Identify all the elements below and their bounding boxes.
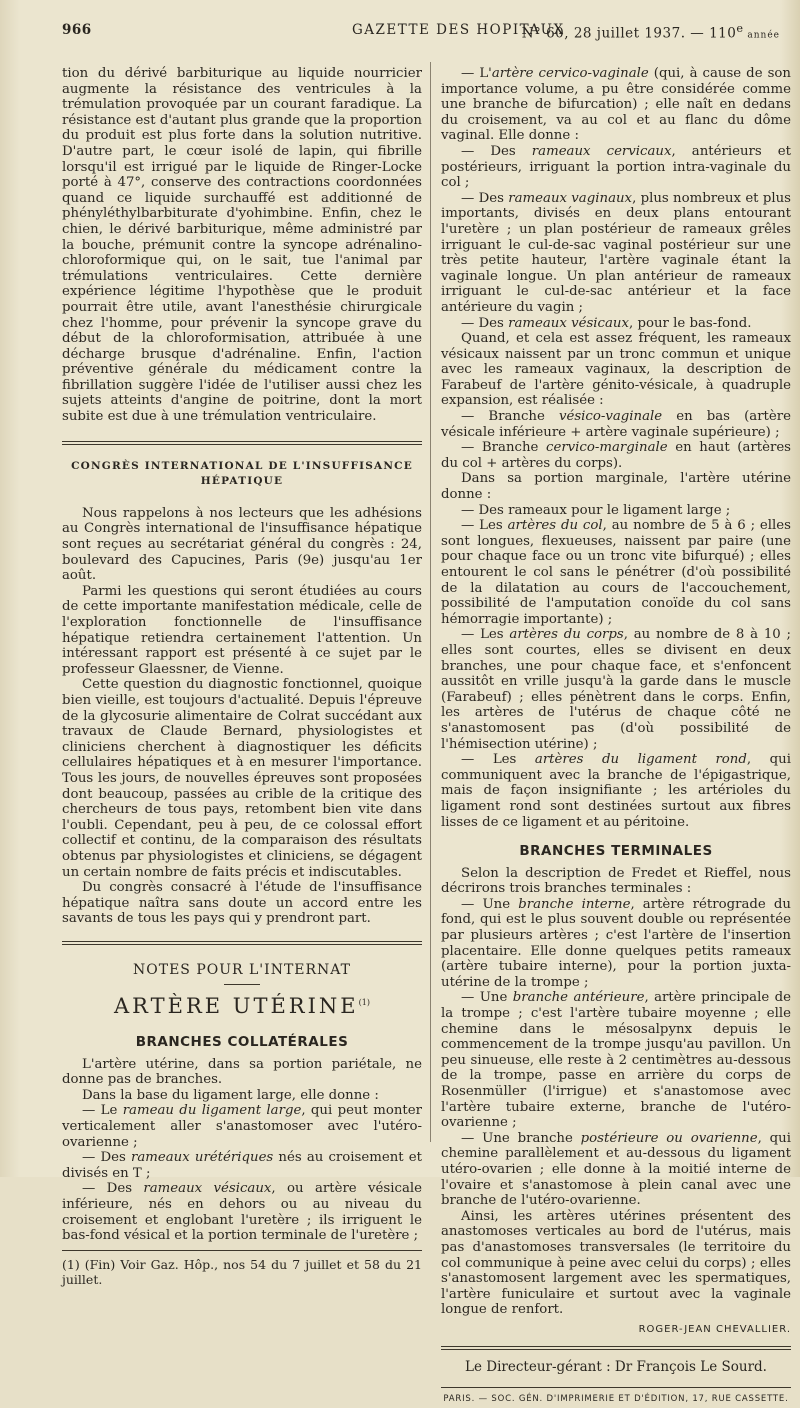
article-continuation: tion du dérivé barbiturique au liquide nourricier augmente la résistance des ventricules à la trémulation provoquée par un courant faradique. La résistance est d'autant plus grande que la proportion du produit est plus forte dans la solution nutritive. D'autre part, le cœur isolé de lapin, qui fibrille lorsqu'il est irrigué par le liquide de Ringer-Locke porté à 47°, conserve des contractions coordonnées quand ce liquide surchauffé est additionné de phényléthylbarbiturate d'yohimbine. Enfin, chez le chien, le dérivé barbiturique, même administré par la bouche, prémunit contre la syncope adrénalino-chloroformique qui, on le sait, tue l'animal par trémulations ventriculaires. Cette dernière expérience légitime l'hypothèse que le produit pourrait être utile, avant l'anesthésie chirurgicale chez l'homme, pour prévenir la syncope grave du début de la chloroformisation, attribuée à une décharge brusque d'adrénaline. Enfin, l'action préventive générale du médicament contre la fibrillation suggère l'idée de l'utiliser aussi chez les sujets atteints d'angine de poitrine, dont la mort subite est due à une trémulation ventriculaire. (62, 66, 422, 425)
author-signature: ROGER-JEAN CHEVALLIER. (638, 1323, 791, 1335)
body-paragraph: Quand, et cela est assez fréquent, les rameaux vésicaux naissent par un tronc commun et unique avec les rameaux vaginaux, la description de Farabeuf de l'artère génito-vésicale, à quadruple expansion, est réalisée : (441, 331, 791, 409)
body-paragraph: — Branche cervico-marginale en haut (artères du col + artères du corps). (441, 440, 792, 471)
body-paragraph: Selon la description de Fredet et Rieffel, nous décrirons trois branches terminales : (441, 865, 791, 897)
column-divider (430, 62, 431, 1142)
notes-heading: NOTES POUR L'INTERNAT (133, 961, 351, 978)
congres-paragraph: Parmi les questions qui seront étudiées au cours de cette importante manifestation médicale, celle de l'exploration fonctionnelle de l'insuffisance hépatique retiendra certainement l'attention. Un intéressant rapport est présenté à ce sujet par le professeur Glaessner, de Vienne. (62, 583, 422, 677)
left-column (62, 66, 422, 1288)
body-paragraph: — Des rameaux vésicaux, pour le bas-fond. (461, 315, 752, 331)
printer-imprint: PARIS. — SOC. GÉN. D'IMPRIMERIE ET D'ÉDITION, 17, RUE CASSETTE. (443, 1394, 789, 1405)
section-divider (441, 1346, 791, 1350)
body-paragraph: — Le rameau du ligament large, qui peut monter verticalement aller s'anastomoser avec l'utéro-ovarienne ; (62, 1103, 422, 1150)
journal-title: GAZETTE DES HOPITAUX (352, 22, 565, 38)
body-paragraph: — Les artères du corps, au nombre de 8 à 10 ; elles sont courtes, elles se divisent en deux branches, une pour chaque face, et s'enfoncent aussitôt en vrille jusqu'à la garde dans le muscle (Farabeuf) ; elles pénètrent dans le corps. Enfin, les artères de l'utérus de chaque côté ne s'anastomosent pas (d'où possibilité de l'hémisection utérine) ; (441, 627, 792, 752)
body-paragraph: — Des rameaux urétériques nés au croisement et divisés en T ; (62, 1150, 422, 1181)
congres-paragraph: Cette question du diagnostic fonctionnel, quoique bien vieille, est toujours d'actualité. Depuis l'épreuve de la glycosurie alimentaire de Colrat succédant aux travaux de Claude Bernard, physiologistes et cliniciens cherchent à diagnostiquer les déficits cellulaires hépatiques et à en mesurer l'importance. Tous les jours, de nouvelles épreuves sont proposées dont beaucoup, passées au crible de la critique des chercheurs de tous pays, retombent bien vite dans l'oubli. Cependant, peu à peu, de ce colossal effort collectif et continu, de la comparaison des résultats obtenus par physiologistes et cliniciens, se dégagent un certain nombre de faits précis et indiscutables. (62, 677, 422, 880)
body-paragraph: L'artère utérine, dans sa portion pariétale, ne donne pas de branches. (62, 1056, 422, 1088)
body-paragraph: — Une branche postérieure ou ovarienne, qui chemine parallèlement et au-dessous du ligament utéro-ovarien ; elle donne à la moitié interne de l'ovaire et s'anastomose à plein canal avec une branche de l'utéro-ovarienne. (441, 1130, 792, 1209)
section-divider (62, 941, 422, 945)
short-rule (224, 984, 260, 985)
body-paragraph: Dans la base du ligament large, elle donne : (82, 1087, 379, 1103)
body-paragraph: — Des rameaux cervicaux, antérieurs et postérieurs, irriguant la portion intra-vaginale du col ; (441, 143, 791, 191)
congres-paragraph: Du congrès consacré à l'étude de l'insuffisance hépatique naîtra sans doute un accord entre les savants de tous les pays qui y prendront part. (62, 880, 422, 927)
article-title: ARTÈRE UTÉRINE$^{(1)}$ (114, 994, 370, 1019)
right-column (441, 66, 791, 1408)
body-paragraph: Dans sa portion marginale, l'artère utérine donne : (441, 471, 791, 503)
page-number: 966 (62, 22, 92, 38)
body-paragraph: — Des rameaux vésicaux, ou artère vésicale inférieure, nés en dehors ou au niveau du croisement et englobant l'uretère ; ils irriguent le bas-fond vésical et la portion terminale de l'uretère ; (62, 1181, 423, 1244)
body-paragraph: — Des rameaux pour le ligament large ; (461, 502, 731, 518)
body-paragraph: — Les artères du col, au nombre de 5 à 6 ; elles sont longues, flexueuses, naissent par paire (une pour chaque face ou un tronc vite bifurqué) ; elles entourent le col sans le pénétrer (d'où possibilité de la dilatation au cours de l'accouchement, possibilité de l'amputation conoïde du col sans hémorragie importante) ; (441, 518, 791, 627)
issue-info: N° 60, 28 juillet 1937. — 110e année (521, 22, 780, 42)
footnote: (1) (Fin) Voir Gaz. Hôp., nos 54 du 7 juillet et 58 du 21 juillet. (62, 1250, 422, 1288)
section-heading: BRANCHES COLLATÉRALES (135, 1034, 349, 1051)
page-header (62, 22, 780, 44)
rule (441, 1387, 791, 1388)
director-line: Le Directeur-gérant : Dr François Le Sourd. (465, 1358, 767, 1375)
congres-heading: CONGRÈS INTERNATIONAL DE L'INSUFFISANCE HÉPATIQUE (71, 459, 413, 488)
body-paragraph: — Une branche antérieure, artère principale de la trompe ; c'est l'artère tubaire moyenne ; elle chemine dans le mésosalpynx depuis le commencement de la trompe jusqu'au pavillon. Un peu sinueuse, elle reste à 2 centimètres au-dessous de la trompe, passe en arrière du corps de Rosenmüller (l'irrigue) et s'anastomose avec l'artère tubaire externe, branche de l'utéro-ovarienne ; (441, 990, 791, 1131)
body-paragraph: — Les artères du ligament rond, qui communiquent avec la branche de l'épigastrique, mais de façon insignifiante ; les artérioles du ligament rond sont destinées surtout aux fibres lisses de ce ligament et au péritoine. (441, 752, 791, 830)
body-paragraph: — L'artère cervico-vaginale (qui, à cause de son importance volume, a pu être considérée comme une branche de bifurcation) ; elle naît en dedans du croisement, va au col et au flanc du dôme vaginal. Elle donne : (441, 66, 791, 144)
section-divider (62, 441, 422, 445)
section-heading: BRANCHES TERMINALES (519, 843, 713, 860)
body-paragraph: — Des rameaux vaginaux, plus nombreux et plus importants, divisés en deux plans entourant l'uretère ; un plan postérieur de rameaux grêles irriguant le cul-de-sac vaginal postérieur sur une très petite hauteur, l'artère vaginale étant la vaginale longue. Un plan antérieur de rameaux irriguant le cul-de-sac antérieur et la face antérieure du vagin ; (441, 190, 791, 315)
congres-paragraph: Nous rappelons à nos lecteurs que les adhésions au Congrès international de l'insuffisance hépatique sont reçues au secrétariat général du congrès : 24, boulevard des Capucines, Paris (9e) jusqu'au 1er août. (62, 505, 422, 584)
body-paragraph: Ainsi, les artères utérines présentent des anastomoses verticales au bord de l'utérus, mais pas d'anastomoses transversales (le territoire du col communique à peine avec celui du corps) ; elles s'anastomosent largement avec les spermatiques, l'artère funiculaire et surtout avec la vaginale longue de renfort. (441, 1208, 791, 1318)
body-paragraph: — Une branche interne, artère rétrograde du fond, qui est le plus souvent double ou représentée par plusieurs artères ; c'est l'artère de l'insertion placentaire. Elle donne quelques petits rameaux (artère tubaire interne), pour la portion juxta-utérine de la trompe ; (441, 896, 791, 990)
body-paragraph: — Branche vésico-vaginale en bas (artère vésicale inférieure + artère vaginale supérieure) ; (441, 409, 791, 440)
